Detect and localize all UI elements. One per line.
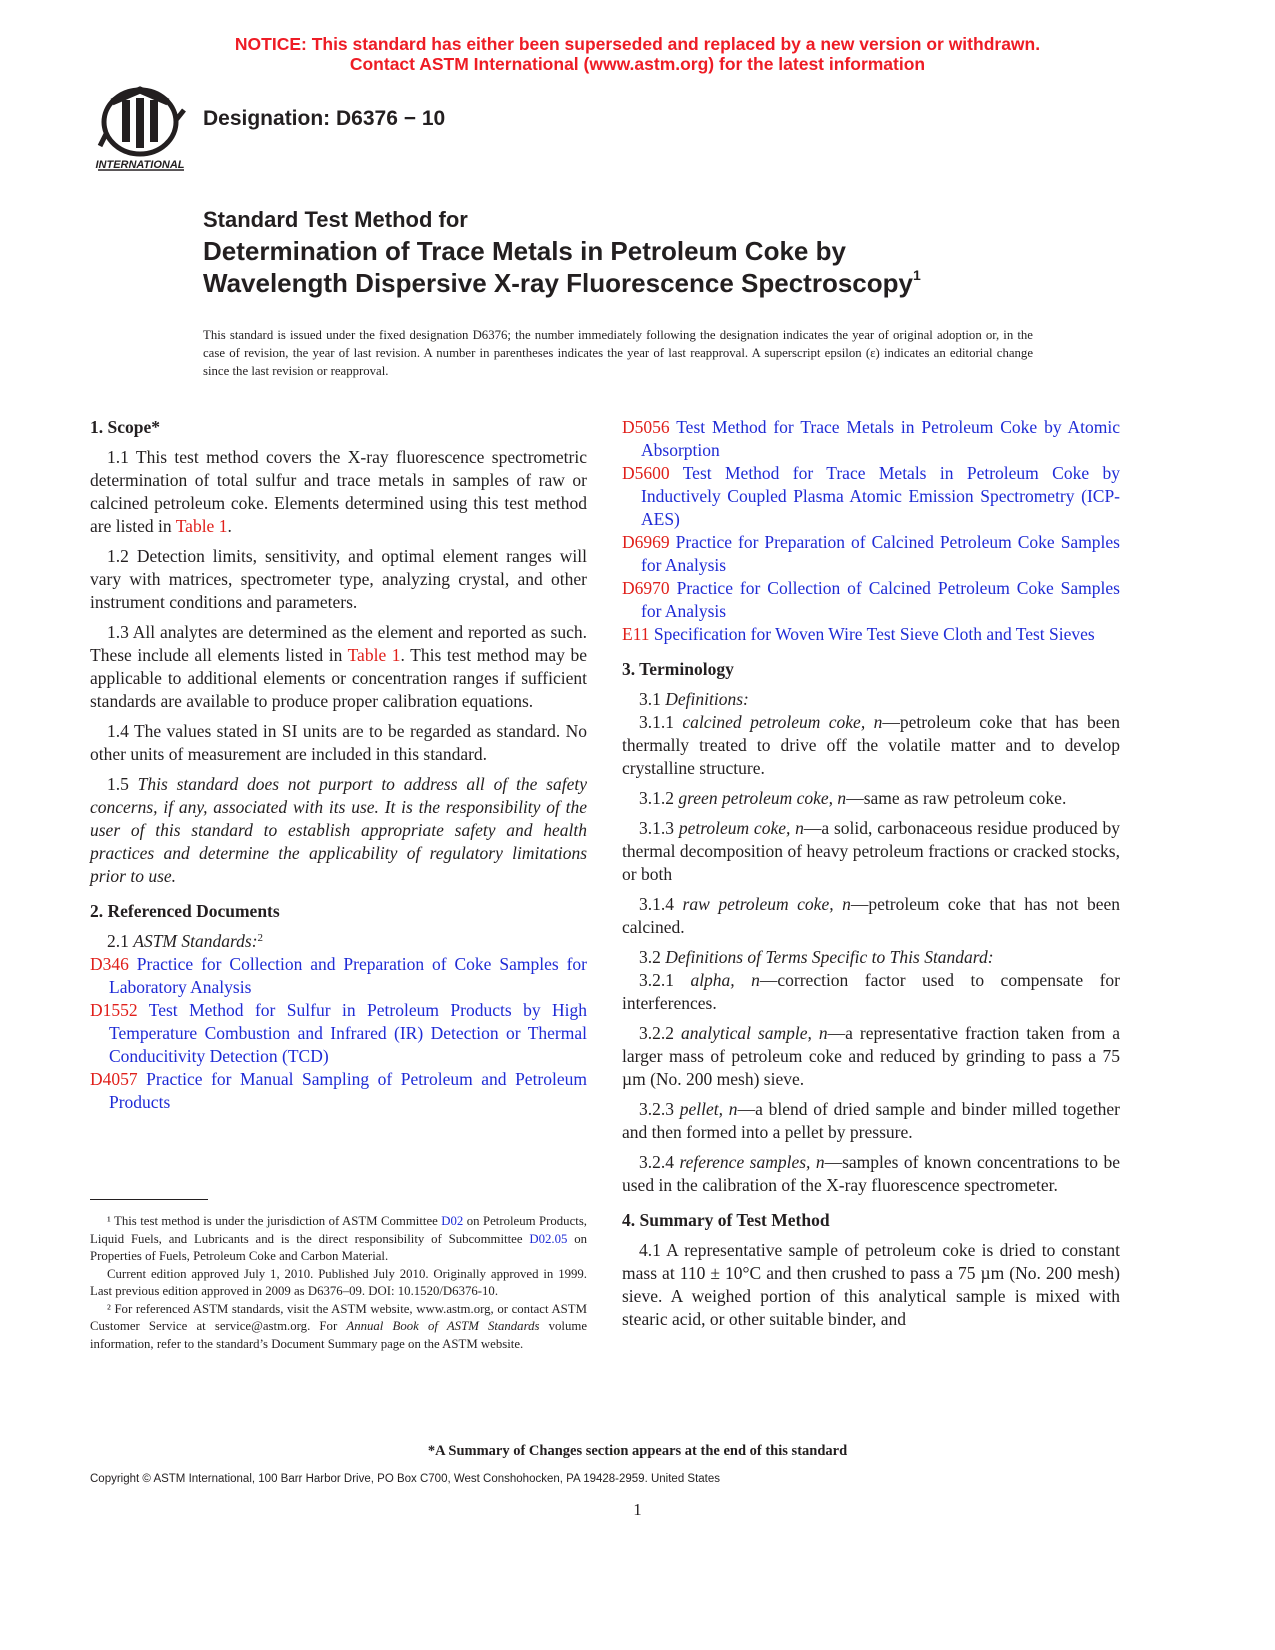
def-term: raw petroleum coke, n — [682, 894, 851, 914]
def-term: green petroleum coke, n — [678, 788, 847, 808]
def-term: analytical sample, n — [680, 1023, 828, 1043]
ref-item[interactable] — [622, 623, 1120, 646]
footnote-1-text: on Properties of Fuels, Petroleum Coke and Carbon Material. — [90, 1231, 587, 1263]
def-term: pellet, n — [679, 1099, 738, 1119]
document-title — [203, 205, 921, 299]
footnote-2 — [90, 1301, 587, 1354]
section-4-heading: 4. Summary of Test Method — [622, 1210, 830, 1230]
para-1-3-text: 1.3 All analytes are determined as the element and reported as such. These include all elements listed in — [90, 622, 587, 665]
left-column — [90, 416, 587, 1114]
title-footnote-mark: 1 — [912, 267, 921, 283]
def-text: —samples of known concentrations to be used in the calibration of the X-ray fluorescence spectrometer. — [622, 1152, 1120, 1195]
ref-title[interactable]: Practice for Collection and Preparation of Coke Samples for Laboratory Analysis — [109, 954, 587, 997]
def-term: alpha, n — [690, 970, 760, 990]
para-1-5 — [90, 773, 587, 888]
para-2-1-text: ASTM Standards: — [133, 931, 258, 951]
footnotes — [90, 1213, 587, 1353]
footnote-2-text: volume information, refer to the standard’s Document Summary page on the ASTM website. — [90, 1319, 588, 1351]
ref-code[interactable]: D5600 — [622, 463, 670, 483]
title-line-3-text: Wavelength Dispersive X-ray Fluorescence Spectroscopy — [203, 268, 913, 298]
title-line-3 — [203, 267, 921, 299]
para-num: 3.2.2 — [639, 1023, 681, 1043]
ref-code[interactable]: D346 — [90, 954, 129, 974]
def-text: —correction factor used to compensate for interferences. — [622, 970, 1120, 1013]
issued-note: This standard is issued under the fixed designation D6376; the number immediately following the designation indicates the year of original adoption or, in the case of revision, the year of last revision. A number in parentheses indicates the year of last reapproval. A superscript epsilon (ε) indicates an editorial change since the last revision or reapproval. — [203, 328, 1033, 378]
ref-title[interactable]: Test Method for Trace Metals in Petroleum Coke by Inductively Coupled Plasma Atomic Emission Spectrometry (ICP-AES) — [641, 463, 1120, 529]
ref-item[interactable] — [622, 531, 1120, 577]
footnote-2-italic: Annual Book of ASTM Standards — [346, 1319, 540, 1333]
para-1-3-end: . This test method may be applicable to additional elements or concentration ranges if sufficient standards are available to produce proper calibration equations. — [90, 645, 587, 711]
def-term: calcined petroleum coke, n — [682, 712, 883, 732]
astm-logo-icon — [92, 84, 192, 174]
para-num: 3.2.3 — [639, 1099, 680, 1119]
para-3-2 — [622, 946, 1120, 969]
committee-link[interactable]: D02 — [441, 1214, 464, 1228]
astm-logo — [92, 84, 192, 174]
def-3-1-4 — [622, 893, 1120, 939]
notice-line-1: NOTICE: This standard has either been superseded and replaced by a new version or withdrawn. — [234, 34, 1041, 54]
para-4-1: 4.1 A representative sample of petroleum coke is dried to constant mass at 110 ± 10°C and then crushed to pass a 75 µm (No. 200 mesh) sieve. A weighed portion of this analytical sample is mixed with stearic acid, or other suitable binder, and — [622, 1240, 1120, 1329]
ref-title[interactable]: Test Method for Trace Metals in Petroleum Coke by Atomic Absorption — [641, 417, 1120, 460]
ref-code[interactable]: D1552 — [90, 1000, 138, 1020]
ref-code[interactable]: D4057 — [90, 1069, 138, 1089]
footnote-2-mark: 2 — [257, 932, 264, 944]
footnote-1-text: ¹ This test method is under the jurisdiction of ASTM Committee — [107, 1214, 442, 1228]
def-3-2-3 — [622, 1098, 1120, 1144]
page-number: 1 — [633, 1500, 642, 1519]
para-1-5-text: This standard does not purport to address all of the safety concerns, if any, associated with its use. It is the responsibility of the user of this standard to establish appropriate safety and health practices and determine the applicability of regulatory limitations prior to use. — [90, 774, 587, 886]
para-num: 3.1 — [639, 689, 666, 709]
subcommittee-link[interactable]: D02.05 — [529, 1231, 568, 1246]
def-text: —a blend of dried sample and binder milled together and then formed into a pellet by pressure. — [622, 1099, 1121, 1142]
ref-item[interactable] — [622, 577, 1120, 623]
ref-item[interactable] — [90, 953, 587, 999]
section-3-heading: 3. Terminology — [622, 659, 734, 679]
def-3-1-1 — [622, 711, 1120, 780]
para-num: 3.2.1 — [639, 970, 691, 990]
ref-item[interactable] — [90, 999, 587, 1068]
para-2-1-num: 2.1 — [107, 931, 134, 951]
ref-item[interactable] — [90, 1068, 587, 1114]
para-1-4: 1.4 The values stated in SI units are to be regarded as standard. No other units of measurement are included in this standard. — [90, 721, 587, 764]
ref-title[interactable]: Test Method for Sulfur in Petroleum Products by High Temperature Combustion and Infrared (IR) Detection or Thermal Conducitivity Detection (TCD) — [109, 1000, 587, 1066]
def-3-1-2 — [622, 787, 1120, 810]
def-text: —a solid, carbonaceous residue produced by thermal decomposition of heavy petroleum fractions or cracked stocks, or both — [622, 818, 1120, 884]
ref-code[interactable]: D5056 — [622, 417, 670, 437]
section-1-heading: 1. Scope* — [90, 417, 160, 437]
para-1-2: 1.2 Detection limits, sensitivity, and optimal element ranges will vary with matrices, spectrometer type, analyzing crystal, and other instrument conditions and parameters. — [90, 546, 587, 612]
para-1-1-text: 1.1 This test method covers the X-ray fluorescence spectrometric determination of total sulfur and trace metals in samples of raw or calcined petroleum coke. Elements determined using this test method are listed in — [90, 447, 587, 536]
para-3-1 — [622, 688, 1120, 711]
para-2-1 — [90, 930, 587, 953]
designation: Designation: D6376 − 10 — [203, 107, 446, 130]
ref-code[interactable]: D6969 — [622, 532, 670, 552]
para-num: 3.1.2 — [639, 788, 679, 808]
ref-code[interactable]: D6970 — [622, 578, 670, 598]
def-3-2-1 — [622, 969, 1120, 1015]
right-column — [622, 416, 1120, 1331]
ref-title[interactable]: Practice for Preparation of Calcined Petroleum Coke Samples for Analysis — [641, 532, 1120, 575]
def-term: reference samples, n — [679, 1152, 825, 1172]
footnote-1-edition: Current edition approved July 1, 2010. Published July 2010. Originally approved in 1999. Last previous edition approved in 2009 as D6376–09. DOI: 10.1520/D6376-10. — [90, 1266, 587, 1298]
def-text: —petroleum coke that has been thermally treated to drive off the volatile matter and to develop crystalline structure. — [622, 712, 1121, 778]
table-1-link[interactable]: Table 1 — [347, 645, 401, 665]
def-3-1-3 — [622, 817, 1120, 886]
def-3-2-2 — [622, 1022, 1120, 1091]
def-text: —a representative fraction taken from a larger mass of petroleum coke and reduced by grinding to pass a 75 µm (No. 200 mesh) sieve. — [622, 1023, 1120, 1089]
def-term: petroleum coke, n — [678, 818, 804, 838]
def-text: —same as raw petroleum coke. — [846, 788, 1067, 808]
summary-of-changes-note: *A Summary of Changes section appears at the end of this standard — [427, 1443, 848, 1459]
para-num: 3.1.4 — [639, 894, 683, 914]
notice-line-2: Contact ASTM International (www.astm.org) for the latest information — [349, 54, 926, 74]
footnote-1 — [90, 1213, 587, 1266]
footnote-2-text: ² For referenced ASTM standards, visit the ASTM website, www.astm.org, or contact ASTM Customer Service at service@astm.org. For — [90, 1301, 587, 1333]
footnote-divider — [90, 1199, 208, 1200]
para-num: 3.1.3 — [639, 818, 679, 838]
para-1-1 — [90, 446, 587, 538]
ref-item[interactable] — [622, 462, 1120, 531]
def-text: —petroleum coke that has not been calcined. — [622, 894, 1121, 937]
para-num: 3.2 — [639, 947, 666, 967]
table-1-link[interactable]: Table 1 — [175, 516, 228, 536]
ref-code[interactable]: E11 — [622, 624, 650, 644]
para-1-3 — [90, 621, 587, 713]
section-2-heading: 2. Referenced Documents — [90, 901, 280, 921]
copyright: Copyright © ASTM International, 100 Barr Harbor Drive, PO Box C700, West Conshohocken, PA 19428-2959. United States — [90, 1473, 721, 1485]
para-3-1-text: Definitions: — [665, 689, 749, 709]
ref-title[interactable]: Practice for Collection of Calcined Petroleum Coke Samples for Analysis — [641, 578, 1120, 621]
para-1-5-num: 1.5 — [107, 774, 138, 794]
ref-title[interactable]: Practice for Manual Sampling of Petroleum and Petroleum Products — [109, 1069, 587, 1112]
ref-title[interactable]: Specification for Woven Wire Test Sieve Cloth and Test Sieves — [649, 624, 1095, 644]
def-3-2-4 — [622, 1151, 1120, 1197]
withdrawal-notice — [0, 34, 1275, 74]
title-line-1: Standard Test Method for — [203, 207, 468, 232]
logo-text: INTERNATIONAL — [95, 159, 185, 171]
para-num: 3.1.1 — [639, 712, 683, 732]
para-3-2-text: Definitions of Terms Specific to This Standard: — [665, 947, 994, 967]
ref-item[interactable] — [622, 416, 1120, 462]
title-line-2: Determination of Trace Metals in Petroleum Coke by — [203, 236, 846, 266]
para-1-1-end: . — [227, 516, 232, 536]
para-num: 3.2.4 — [639, 1152, 680, 1172]
footnote-1-text: on Petroleum Products, Liquid Fuels, and Lubricants and is the direct responsibility of Subcommittee — [90, 1214, 587, 1246]
